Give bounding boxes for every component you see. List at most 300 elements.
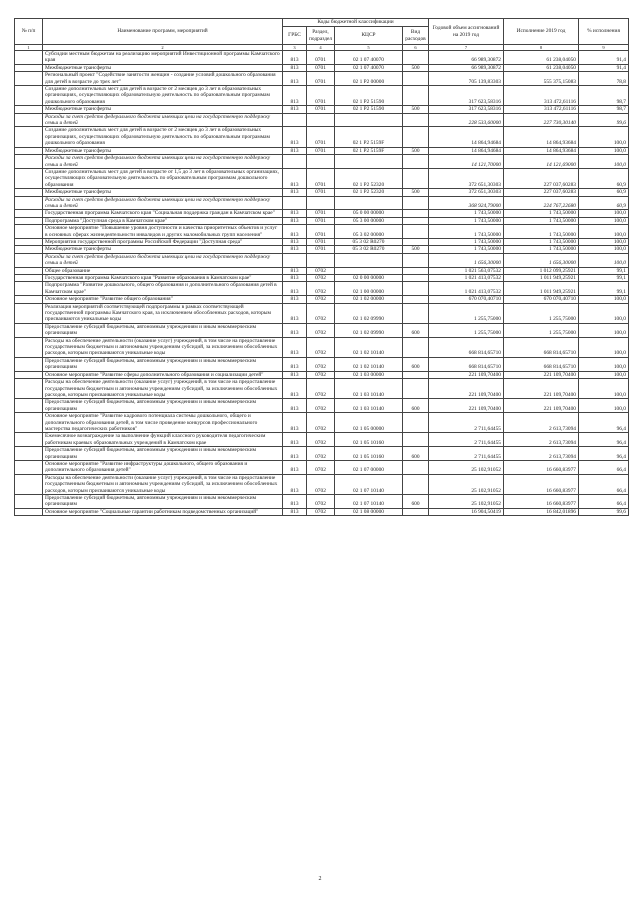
table-row — [15, 337, 629, 357]
annual-allocation: 66 989,30872 — [429, 51, 504, 65]
program-name: Основное мероприятие "Развитие кадрового потенциала системы дошкольного, общего и дополнительного образования детей, в том числе проведение конкурсов профессионального мастерства педагогических работников" — [43, 413, 283, 433]
annual-allocation: 1 255,75000 — [429, 303, 504, 323]
grbs-code: 813 — [283, 217, 307, 224]
grbs-code: 813 — [283, 147, 307, 154]
execution-percent: 100,0 — [579, 379, 629, 399]
program-name: Предоставление субсидий бюджетным, автономным учреждениям и иным некоммерческим организациям — [43, 357, 283, 371]
annual-allocation: 221 109,70400 — [429, 371, 504, 378]
section-code: 0701 — [307, 147, 335, 154]
table-row — [15, 282, 629, 296]
row-number — [15, 275, 43, 282]
section-code: 0702 — [307, 433, 335, 447]
row-number — [15, 379, 43, 399]
header-kcsr: КЦСР — [335, 27, 403, 45]
execution-percent: 98,7 — [579, 86, 629, 106]
table-row — [15, 86, 629, 106]
execution-percent: 91,4 — [579, 51, 629, 65]
header-no: № п/п — [15, 19, 43, 45]
execution-percent: 66,4 — [579, 495, 629, 509]
table-row — [15, 147, 629, 154]
execution-percent: 91,4 — [579, 64, 629, 71]
table-row — [15, 51, 629, 65]
program-name: Расходы за счет средств федерального бюджета имеющих цели на государственную поддержку семьи и детей — [43, 196, 283, 210]
expense-type-code — [403, 460, 429, 474]
execution-percent: 99,1 — [579, 282, 629, 296]
grbs-code: 813 — [283, 337, 307, 357]
kcsr-code: 02 1 P2 5159F — [335, 147, 403, 154]
kcsr-code: 02 1 P2 51590 — [335, 106, 403, 113]
execution-percent: 100,0 — [579, 155, 629, 169]
row-number — [15, 147, 43, 154]
annual-allocation: 668 814,65710 — [429, 337, 504, 357]
kcsr-code: 02 1 08 00000 — [335, 508, 403, 515]
expense-type-code — [403, 225, 429, 239]
table-row — [15, 474, 629, 494]
program-name: Межбюджетные трансферты — [43, 246, 283, 253]
execution-percent: 60,9 — [579, 189, 629, 196]
annual-allocation: 1 743,50000 — [429, 217, 504, 224]
row-number — [15, 447, 43, 461]
row-number — [15, 238, 43, 245]
annual-allocation: 221 109,70400 — [429, 379, 504, 399]
table-row — [15, 399, 629, 413]
section-code: 0701 — [307, 238, 335, 245]
execution-percent: 100,0 — [579, 147, 629, 154]
expense-type-code — [403, 113, 429, 127]
program-name: Предоставление субсидий бюджетным, автономным учреждениям и иным некоммерческим организациям — [43, 447, 283, 461]
execution-amount: 1 743,50000 — [504, 225, 579, 239]
execution-amount: 221 109,70400 — [504, 371, 579, 378]
row-number — [15, 474, 43, 494]
kcsr-code — [335, 196, 403, 210]
execution-amount: 16 660,83977 — [504, 495, 579, 509]
table-header — [15, 19, 629, 51]
section-code — [307, 155, 335, 169]
program-name: Региональный проект "Содействие занятости женщин - создание условий дошкольного образования для детей в возрасте до трех лет" — [43, 72, 283, 86]
kcsr-code: 02 1 02 10140 — [335, 357, 403, 371]
execution-percent: 96,4 — [579, 433, 629, 447]
grbs-code: 813 — [283, 267, 307, 274]
kcsr-code — [335, 113, 403, 127]
execution-percent: 96,4 — [579, 413, 629, 433]
table-row — [15, 495, 629, 509]
row-number — [15, 189, 43, 196]
row-number — [15, 296, 43, 303]
row-number — [15, 253, 43, 267]
expense-type-code: 500 — [403, 246, 429, 253]
program-name: Предоставление субсидий бюджетным, автономным учреждениям и иным некоммерческим организациям — [43, 323, 283, 337]
execution-amount: 221 109,70400 — [504, 399, 579, 413]
expense-type-code — [403, 51, 429, 65]
kcsr-code: 02 1 P2 52320 — [335, 168, 403, 188]
row-number — [15, 323, 43, 337]
expense-type-code — [403, 371, 429, 378]
annual-allocation: 317 623,58316 — [429, 106, 504, 113]
table-row — [15, 189, 629, 196]
execution-percent: 66,4 — [579, 474, 629, 494]
grbs-code: 813 — [283, 106, 307, 113]
program-name: Расходы за счет средств федерального бюджета имеющих цели на государственную поддержку семьи и детей — [43, 155, 283, 169]
kcsr-code: 02 1 05 00000 — [335, 413, 403, 433]
section-code — [307, 113, 335, 127]
column-index: 9 — [579, 45, 629, 51]
table-row — [15, 225, 629, 239]
execution-percent: 100,0 — [579, 246, 629, 253]
program-name: Общее образование — [43, 267, 283, 274]
section-code — [307, 196, 335, 210]
table-row — [15, 357, 629, 371]
annual-allocation: 228 533,60000 — [429, 113, 504, 127]
kcsr-code — [335, 267, 403, 274]
header-percent: % исполнения — [579, 19, 629, 45]
header-vid: Вид расходов — [403, 27, 429, 45]
table-row — [15, 253, 629, 267]
row-number — [15, 371, 43, 378]
execution-percent: 100,0 — [579, 210, 629, 217]
grbs-code: 813 — [283, 168, 307, 188]
column-index: 5 — [335, 45, 403, 51]
table-row — [15, 127, 629, 147]
expense-type-code: 500 — [403, 106, 429, 113]
execution-amount: 227 037,60283 — [504, 189, 579, 196]
expense-type-code — [403, 155, 429, 169]
section-code: 0702 — [307, 460, 335, 474]
annual-allocation: 668 814,65710 — [429, 357, 504, 371]
kcsr-code: 02 1 02 10140 — [335, 337, 403, 357]
grbs-code: 813 — [283, 413, 307, 433]
kcsr-code: 05 3 02 R0270 — [335, 238, 403, 245]
kcsr-code: 02 1 02 09990 — [335, 323, 403, 337]
table-row — [15, 379, 629, 399]
expense-type-code — [403, 337, 429, 357]
section-code: 0701 — [307, 246, 335, 253]
expense-type-code — [403, 168, 429, 188]
execution-amount: 1 255,75000 — [504, 303, 579, 323]
grbs-code: 813 — [283, 72, 307, 86]
table-row — [15, 323, 629, 337]
program-name: Создание дополнительных мест для детей в возрасте от 1,5 до 3 лет в образовательных организациях, осуществляющих образовательную деятельность по образовательным программам дошкольного образования — [43, 168, 283, 188]
kcsr-code — [335, 155, 403, 169]
grbs-code: 813 — [283, 64, 307, 71]
section-code: 0702 — [307, 379, 335, 399]
annual-allocation: 66 989,30872 — [429, 64, 504, 71]
row-number — [15, 127, 43, 147]
header-codes-group: Коды бюджетной классификации — [283, 19, 429, 27]
execution-amount: 61 238,04050 — [504, 51, 579, 65]
annual-allocation: 705 139,83303 — [429, 72, 504, 86]
table-row — [15, 168, 629, 188]
kcsr-code: 02 1 03 10140 — [335, 379, 403, 399]
section-code: 0702 — [307, 296, 335, 303]
table-row — [15, 238, 629, 245]
row-number — [15, 196, 43, 210]
grbs-code: 813 — [283, 275, 307, 282]
section-code: 0701 — [307, 72, 335, 86]
annual-allocation: 368 924,79000 — [429, 196, 504, 210]
grbs-code — [283, 113, 307, 127]
section-code: 0702 — [307, 447, 335, 461]
section-code: 0702 — [307, 357, 335, 371]
section-code: 0702 — [307, 337, 335, 357]
kcsr-code: 02 1 P2 5159F — [335, 127, 403, 147]
table-row — [15, 433, 629, 447]
program-name: Основное мероприятие "Развитие инфраструктуры дошкольного, общего образования и дополнительного образования детей" — [43, 460, 283, 474]
annual-allocation: 1 743,50000 — [429, 210, 504, 217]
header-razdel: Раздел, подраздел — [307, 27, 335, 45]
section-code: 0701 — [307, 106, 335, 113]
expense-type-code — [403, 508, 429, 515]
row-number — [15, 51, 43, 65]
section-code: 0702 — [307, 303, 335, 323]
execution-amount: 670 070,40710 — [504, 296, 579, 303]
kcsr-code: 02 1 P2 52320 — [335, 189, 403, 196]
kcsr-code: 02 0 00 00000 — [335, 275, 403, 282]
execution-percent: 100,0 — [579, 323, 629, 337]
kcsr-code: 02 1 07 00000 — [335, 460, 403, 474]
expense-type-code — [403, 303, 429, 323]
kcsr-code — [335, 253, 403, 267]
grbs-code: 813 — [283, 189, 307, 196]
execution-amount: 668 814,65710 — [504, 337, 579, 357]
table-row — [15, 460, 629, 474]
program-name: Основное мероприятие "Социальные гарантии работникам подведомственных организаций" — [43, 508, 283, 515]
kcsr-code: 02 1 P2 00000 — [335, 72, 403, 86]
grbs-code: 813 — [283, 86, 307, 106]
program-name: Государственная программа Камчатского края "Социальная поддержка граждан в Камчатском крае" — [43, 210, 283, 217]
annual-allocation: 16 904,50419 — [429, 508, 504, 515]
header-execution: Исполнение 2019 год — [504, 19, 579, 45]
kcsr-code: 05 3 02 00000 — [335, 225, 403, 239]
annual-allocation: 2 711,64455 — [429, 447, 504, 461]
expense-type-code: 500 — [403, 189, 429, 196]
execution-percent: 100,0 — [579, 303, 629, 323]
kcsr-code: 02 1 02 00000 — [335, 296, 403, 303]
column-index: 8 — [504, 45, 579, 51]
annual-allocation: 372 651,30303 — [429, 189, 504, 196]
section-code: 0702 — [307, 495, 335, 509]
row-number — [15, 155, 43, 169]
execution-percent: 96,4 — [579, 447, 629, 461]
grbs-code: 813 — [283, 238, 307, 245]
table-row — [15, 508, 629, 515]
execution-amount: 313 472,61116 — [504, 86, 579, 106]
kcsr-code: 05 3 02 R0270 — [335, 246, 403, 253]
section-code: 0702 — [307, 413, 335, 433]
program-name: Межбюджетные трансферты — [43, 106, 283, 113]
table-row — [15, 64, 629, 71]
section-code: 0701 — [307, 225, 335, 239]
execution-amount: 2 613,73094 — [504, 447, 579, 461]
section-code: 0701 — [307, 51, 335, 65]
execution-amount: 224 767,22680 — [504, 196, 579, 210]
grbs-code: 813 — [283, 357, 307, 371]
kcsr-code: 05 3 00 00000 — [335, 217, 403, 224]
row-number — [15, 433, 43, 447]
table-row — [15, 196, 629, 210]
expense-type-code — [403, 127, 429, 147]
row-number — [15, 460, 43, 474]
execution-percent: 99,1 — [579, 275, 629, 282]
execution-percent: 78,8 — [579, 72, 629, 86]
execution-percent: 100,0 — [579, 357, 629, 371]
execution-percent: 100,0 — [579, 127, 629, 147]
table-row — [15, 106, 629, 113]
expense-type-code — [403, 253, 429, 267]
execution-amount: 1 743,50000 — [504, 217, 579, 224]
grbs-code: 813 — [283, 323, 307, 337]
section-code: 0702 — [307, 275, 335, 282]
column-index: 3 — [283, 45, 307, 51]
table-row — [15, 155, 629, 169]
annual-allocation: 25 102,91052 — [429, 460, 504, 474]
program-name: Предоставление субсидий бюджетным, автономным учреждениям и иным некоммерческим организациям — [43, 495, 283, 509]
grbs-code — [283, 196, 307, 210]
table-row — [15, 113, 629, 127]
execution-amount: 227 730,30140 — [504, 113, 579, 127]
table-row — [15, 246, 629, 253]
execution-amount: 1 011 949,25921 — [504, 275, 579, 282]
grbs-code: 813 — [283, 371, 307, 378]
table-row — [15, 303, 629, 323]
column-index: 2 — [43, 45, 283, 51]
grbs-code: 813 — [283, 399, 307, 413]
execution-amount: 2 613,73094 — [504, 413, 579, 433]
grbs-code: 813 — [283, 495, 307, 509]
annual-allocation: 1 743,50000 — [429, 238, 504, 245]
execution-percent: 99,1 — [579, 267, 629, 274]
row-number — [15, 106, 43, 113]
annual-allocation: 372 651,30303 — [429, 168, 504, 188]
column-index: 1 — [15, 45, 43, 51]
expense-type-code — [403, 296, 429, 303]
table-body — [15, 51, 629, 516]
kcsr-code: 02 1 05 10160 — [335, 447, 403, 461]
annual-allocation: 670 070,40710 — [429, 296, 504, 303]
program-name: Подпрограмма "Развитие дошкольного, общего образования и дополнительного образования детей в Камчатском крае" — [43, 282, 283, 296]
grbs-code: 813 — [283, 433, 307, 447]
grbs-code: 813 — [283, 127, 307, 147]
program-name: Предоставление субсидий бюджетным, автономным учреждениям и иным некоммерческим организациям — [43, 399, 283, 413]
grbs-code: 813 — [283, 246, 307, 253]
table-row — [15, 72, 629, 86]
grbs-code: 813 — [283, 51, 307, 65]
kcsr-code: 02 1 P2 51590 — [335, 86, 403, 106]
header-annual-volume: Годовой объем ассигнований на 2019 год — [429, 19, 504, 45]
program-name: Создание дополнительных мест для детей в возрасте от 2 месяцев до 3 лет в образовательных организациях, осуществляющих образовательную деятельность по образовательным программам дошкольного образования — [43, 86, 283, 106]
budget-table — [14, 18, 629, 516]
program-name: Межбюджетные трансферты — [43, 64, 283, 71]
expense-type-code — [403, 267, 429, 274]
grbs-code: 813 — [283, 508, 307, 515]
table-row — [15, 413, 629, 433]
program-name: Расходы на обеспечение деятельности (оказание услуг) учреждений, в том числе на предоставление государственным бюджетным и автономным учреждениям субсидий, за исключением обособленных расходов, которым присваиваются уникальные коды — [43, 337, 283, 357]
header-name: Наименование программ, мероприятий — [43, 19, 283, 45]
section-code: 0702 — [307, 508, 335, 515]
column-index: 4 — [307, 45, 335, 51]
annual-allocation: 25 102,91052 — [429, 474, 504, 494]
section-code: 0702 — [307, 399, 335, 413]
expense-type-code — [403, 217, 429, 224]
annual-allocation: 2 711,64455 — [429, 433, 504, 447]
kcsr-code: 02 1 02 09990 — [335, 303, 403, 323]
annual-allocation: 14 864,94684 — [429, 147, 504, 154]
program-name: Межбюджетные трансферты — [43, 147, 283, 154]
execution-percent: 100,0 — [579, 296, 629, 303]
table-row — [15, 267, 629, 274]
kcsr-code: 02 1 03 00000 — [335, 371, 403, 378]
execution-amount: 16 842,01896 — [504, 508, 579, 515]
program-name: Расходы на обеспечение деятельности (оказание услуг) учреждений, в том числе на предоставление государственным бюджетным и автономным учреждениям субсидий, за исключением обособленных расходов, которым присваиваются уникальные коды — [43, 379, 283, 399]
grbs-code — [283, 253, 307, 267]
table-row — [15, 217, 629, 224]
annual-allocation: 1 656,30000 — [429, 253, 504, 267]
execution-amount: 1 012 099,25921 — [504, 267, 579, 274]
row-number — [15, 399, 43, 413]
kcsr-code: 02 1 03 10140 — [335, 399, 403, 413]
execution-amount: 1 743,50000 — [504, 238, 579, 245]
grbs-code: 813 — [283, 303, 307, 323]
section-code: 0702 — [307, 371, 335, 378]
grbs-code: 813 — [283, 379, 307, 399]
execution-percent: 60,9 — [579, 196, 629, 210]
table-row — [15, 371, 629, 378]
program-name: Создание дополнительных мест для детей в возрасте от 2 месяцев до 3 лет в образовательных организациях, осуществляющих образовательную деятельность по образовательным программам дошкольного образования — [43, 127, 283, 147]
row-number — [15, 72, 43, 86]
execution-amount: 14 121,69000 — [504, 155, 579, 169]
kcsr-code: 02 1 07 10140 — [335, 474, 403, 494]
kcsr-code: 02 1 07 40070 — [335, 51, 403, 65]
row-number — [15, 217, 43, 224]
execution-percent: 100,0 — [579, 253, 629, 267]
execution-amount: 1 656,30000 — [504, 253, 579, 267]
execution-amount: 14 864,93684 — [504, 127, 579, 147]
table-row — [15, 296, 629, 303]
kcsr-code: 05 0 00 00000 — [335, 210, 403, 217]
row-number — [15, 267, 43, 274]
execution-amount: 227 037,60283 — [504, 168, 579, 188]
annual-allocation: 221 109,70400 — [429, 399, 504, 413]
program-name: Основное мероприятие "Развитие сферы дополнительного образования и социализации детей" — [43, 371, 283, 378]
expense-type-code — [403, 72, 429, 86]
execution-percent: 66,4 — [579, 460, 629, 474]
execution-amount: 2 613,73094 — [504, 433, 579, 447]
row-number — [15, 337, 43, 357]
row-number — [15, 246, 43, 253]
section-code: 0701 — [307, 86, 335, 106]
program-name: Основное мероприятие "Развитие общего образования" — [43, 296, 283, 303]
kcsr-code: 02 1 07 10140 — [335, 495, 403, 509]
kcsr-code: 02 1 05 10160 — [335, 433, 403, 447]
execution-amount: 16 660,83977 — [504, 474, 579, 494]
expense-type-code — [403, 379, 429, 399]
execution-percent: 100,0 — [579, 337, 629, 357]
program-name: Основное мероприятие "Повышение уровня доступности и качества приоритетных объектов и услуг в основных сферах жизнедеятельности инвалидов и других маломобильных групп населения" — [43, 225, 283, 239]
execution-amount: 1 743,50000 — [504, 246, 579, 253]
program-name: Субсидии местным бюджетам на реализацию мероприятий Инвестиционной программы Камчатского края — [43, 51, 283, 65]
section-code: 0701 — [307, 168, 335, 188]
expense-type-code: 600 — [403, 399, 429, 413]
grbs-code: 813 — [283, 474, 307, 494]
expense-type-code: 600 — [403, 495, 429, 509]
annual-allocation: 2 711,64455 — [429, 413, 504, 433]
expense-type-code — [403, 275, 429, 282]
expense-type-code: 600 — [403, 447, 429, 461]
annual-allocation: 1 743,50000 — [429, 225, 504, 239]
execution-amount: 16 660,83977 — [504, 460, 579, 474]
expense-type-code — [403, 474, 429, 494]
section-code: 0702 — [307, 323, 335, 337]
execution-percent: 99,6 — [579, 508, 629, 515]
